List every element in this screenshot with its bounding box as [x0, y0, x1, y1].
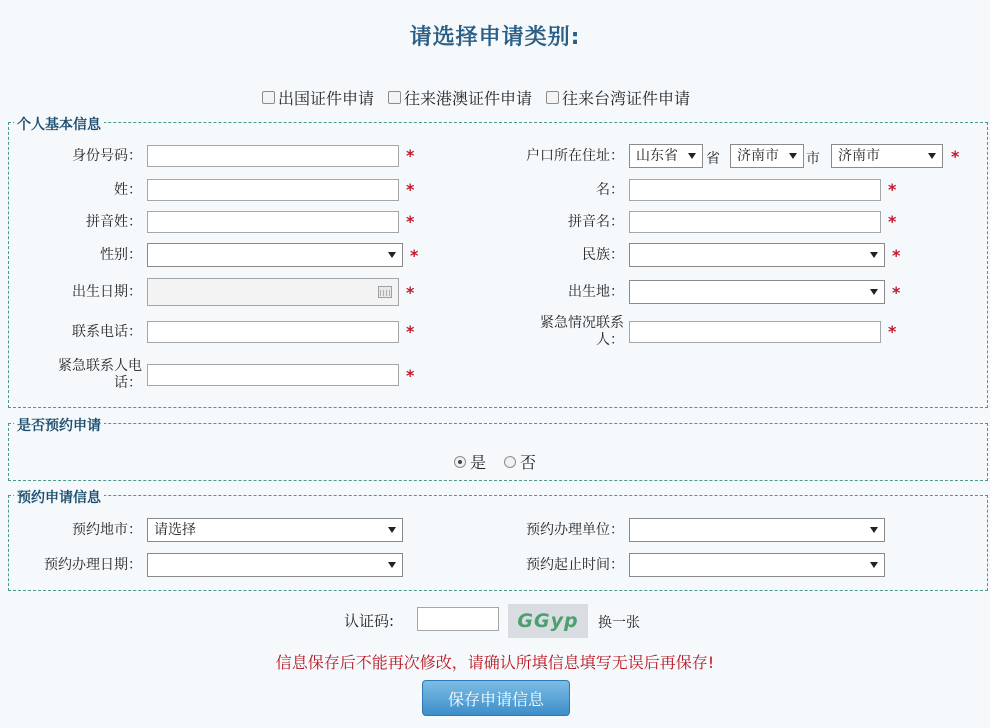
category-label: 往来台湾证件申请: [562, 89, 691, 108]
radio-no-label: 否: [520, 453, 537, 472]
required-mark: *: [888, 180, 897, 199]
id-number-input[interactable]: [147, 145, 399, 167]
district-select[interactable]: [831, 144, 943, 168]
required-mark: *: [892, 246, 901, 265]
personal-info-legend: 个人基本信息: [14, 114, 104, 134]
chevron-down-icon: [388, 562, 396, 568]
checkbox-icon[interactable]: [388, 91, 401, 104]
emergency-phone-input[interactable]: [147, 364, 399, 386]
emergency-contact-input[interactable]: [629, 321, 881, 343]
province-select[interactable]: [629, 144, 703, 168]
pinyin-surname-input[interactable]: [147, 211, 399, 233]
reserve-question-legend: 是否预约申请: [14, 415, 104, 435]
birthdate-input[interactable]: [147, 278, 399, 306]
chevron-down-icon: [789, 153, 797, 159]
checkbox-icon[interactable]: [546, 91, 559, 104]
radio-yes[interactable]: [454, 456, 466, 468]
given-name-input[interactable]: [629, 179, 881, 201]
reserve-city-select[interactable]: [147, 518, 403, 542]
chevron-down-icon: [388, 252, 396, 258]
chevron-down-icon: [870, 252, 878, 258]
reserve-date-select[interactable]: [147, 553, 403, 577]
required-mark: *: [888, 322, 897, 341]
gender-select[interactable]: [147, 243, 403, 267]
chevron-down-icon: [870, 562, 878, 568]
captcha-label: 认证码:: [344, 612, 395, 630]
required-mark: *: [410, 246, 419, 265]
required-mark: *: [406, 146, 415, 165]
pinyin-surname-label: 拼音姓：: [86, 214, 142, 230]
page-title: 请选择申请类别:: [409, 25, 581, 50]
required-mark: *: [888, 212, 897, 231]
category-options: [262, 86, 690, 109]
required-mark: *: [406, 212, 415, 231]
category-hk-macao[interactable]: [388, 86, 532, 109]
reserve-info-legend: 预约申请信息: [14, 487, 104, 507]
birthplace-label: 出生地：: [568, 284, 624, 300]
checkbox-icon[interactable]: [262, 91, 275, 104]
category-label: 出国证件申请: [278, 89, 375, 108]
chevron-down-icon: [388, 527, 396, 533]
surname-input[interactable]: [147, 179, 399, 201]
reserve-unit-select[interactable]: [629, 518, 885, 542]
emergency-contact-label-line2: 人：: [596, 332, 624, 348]
gender-label: 性别：: [100, 247, 142, 263]
district-value: 济南市: [838, 148, 880, 164]
save-application-button[interactable]: 保存申请信息: [422, 680, 570, 716]
reserve-city-label: 预约地市：: [72, 522, 142, 538]
birthplace-select[interactable]: [629, 280, 885, 304]
phone-input[interactable]: [147, 321, 399, 343]
calendar-icon[interactable]: [378, 286, 392, 298]
required-mark: *: [951, 147, 960, 166]
required-mark: *: [406, 283, 415, 302]
reserve-date-label: 预约办理日期：: [44, 557, 142, 573]
emergency-contact-label-line1: 紧急情况联系: [540, 315, 624, 331]
required-mark: *: [406, 180, 415, 199]
city-select[interactable]: [730, 144, 804, 168]
emergency-phone-label: [20, 358, 142, 392]
radio-yes-label: 是: [470, 453, 487, 472]
category-label: 往来港澳证件申请: [404, 89, 533, 108]
chevron-down-icon: [928, 153, 936, 159]
province-value: 山东省: [636, 148, 678, 164]
emergency-phone-label-line1: 紧急联系人电: [58, 358, 142, 374]
city-suffix: 市: [806, 151, 820, 167]
pinyin-given-label: 拼音名：: [568, 214, 624, 230]
save-warning: 信息保存后不能再次修改，请确认所填信息填写无误后再保存!: [275, 653, 715, 672]
chevron-down-icon: [688, 153, 696, 159]
pinyin-given-input[interactable]: [629, 211, 881, 233]
captcha-refresh-link[interactable]: 换一张: [598, 615, 640, 631]
reserve-time-select[interactable]: [629, 553, 885, 577]
birthdate-label: 出生日期：: [72, 284, 142, 300]
reserve-city-value: 请选择: [154, 522, 196, 538]
required-mark: *: [892, 283, 901, 302]
province-suffix: 省: [706, 151, 720, 167]
city-value: 济南市: [737, 148, 779, 164]
reserve-time-label: 预约起止时间：: [526, 557, 624, 573]
category-abroad[interactable]: [262, 86, 374, 109]
captcha-image: GGyp: [508, 604, 588, 638]
captcha-input[interactable]: [417, 607, 499, 631]
required-mark: *: [406, 322, 415, 341]
hukou-label: 户口所在住址：: [526, 148, 624, 164]
id-number-label: 身份号码：: [72, 148, 142, 164]
phone-label: 联系电话：: [72, 324, 142, 340]
ethnicity-label: 民族：: [582, 247, 624, 263]
emergency-contact-label: [480, 315, 624, 349]
ethnicity-select[interactable]: [629, 243, 885, 267]
chevron-down-icon: [870, 527, 878, 533]
required-mark: *: [406, 366, 415, 385]
given-name-label: 名：: [596, 182, 624, 198]
reserve-unit-label: 预约办理单位：: [526, 522, 624, 538]
category-taiwan[interactable]: [546, 86, 690, 109]
surname-label: 姓：: [114, 182, 142, 198]
chevron-down-icon: [870, 289, 878, 295]
emergency-phone-label-line2: 话：: [114, 375, 142, 391]
reserve-options: [454, 450, 536, 473]
radio-no[interactable]: [504, 456, 516, 468]
